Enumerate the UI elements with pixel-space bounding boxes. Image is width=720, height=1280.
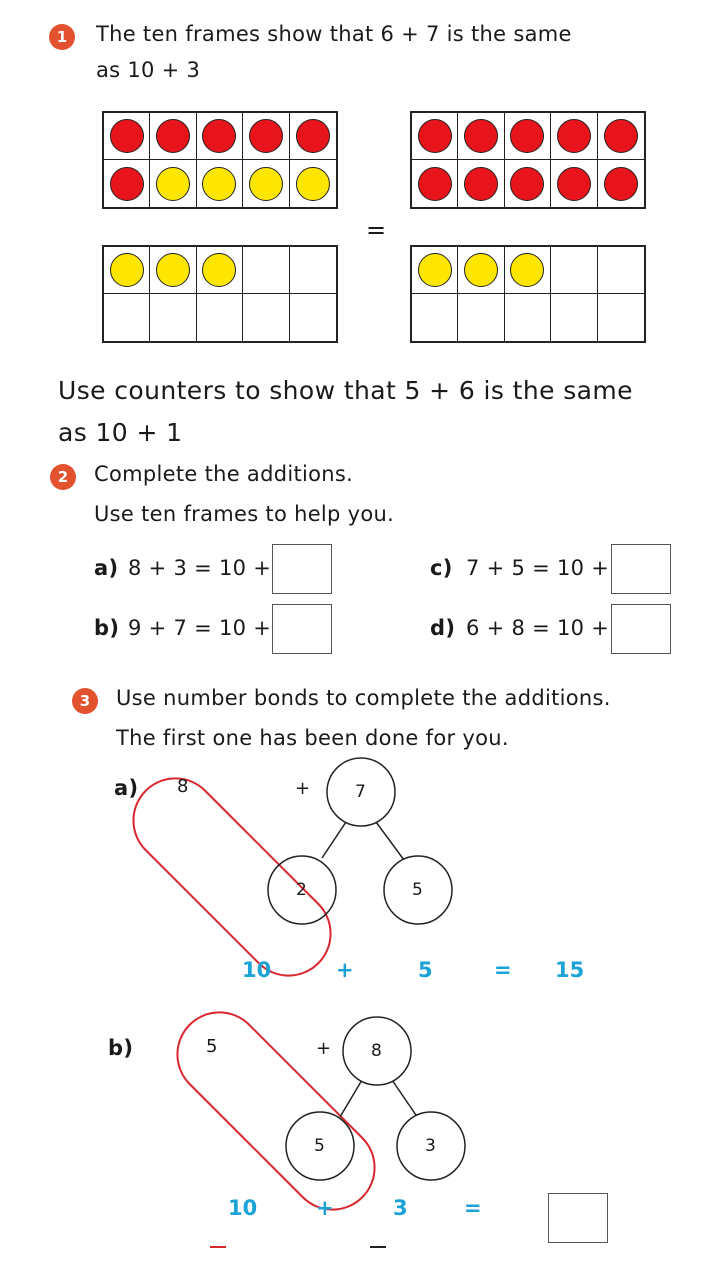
q3a-eq-result: 15 (555, 958, 585, 982)
q3-line-2: The first one has been done for you. (116, 726, 509, 750)
q3-line-1: Use number bonds to complete the additions. (116, 686, 611, 710)
q3b-eq-plus: + (316, 1196, 334, 1220)
question-3-badge: 3 (72, 688, 98, 714)
q2-line-1: Complete the additions. (94, 462, 354, 486)
q3b-answer-box[interactable] (548, 1193, 608, 1243)
q1-line-2: as 10 + 3 (96, 58, 201, 82)
q1-line-1: The ten frames show that 6 + 7 is the same (96, 22, 572, 46)
q2b-label: b) (94, 616, 120, 640)
bond-b-first-number: 5 (206, 1036, 218, 1057)
q2d-expression: 6 + 8 = 10 + (466, 616, 610, 640)
bond-a-loop (116, 761, 348, 993)
q2a-expression: 8 + 3 = 10 + (128, 556, 272, 580)
bond-a-plus: + (295, 778, 311, 799)
bond-a-whole: 7 (355, 782, 366, 802)
q2-line-2: Use ten frames to help you. (94, 502, 395, 526)
bond-b-part1: 5 (314, 1136, 325, 1156)
q2d-label: d) (430, 616, 456, 640)
q3a-eq-ten: 10 (242, 958, 272, 982)
task-line-1: Use counters to show that 5 + 6 is the same (58, 376, 633, 405)
bond-b-whole: 8 (371, 1041, 382, 1061)
bond-b-branch-right (392, 1080, 418, 1118)
bond-a-branch-right (376, 822, 404, 860)
bond-b-part2: 3 (425, 1136, 436, 1156)
question-2-badge: 2 (50, 464, 76, 490)
question-1-badge: 1 (49, 24, 75, 50)
q2c-label: c) (430, 556, 453, 580)
frames-equals-sign: = (366, 216, 387, 244)
bond-b-plus: + (316, 1038, 332, 1059)
q3a-eq-plus: + (336, 958, 354, 982)
bond-a-first-number: 8 (177, 776, 189, 797)
q2a-label: a) (94, 556, 119, 580)
bond-a-part2: 5 (412, 880, 423, 900)
task-line-2: as 10 + 1 (58, 418, 183, 447)
q3b-eq-ten: 10 (228, 1196, 258, 1220)
bond-b-branch-left (340, 1080, 362, 1117)
bond-a-part1: 2 (296, 880, 307, 900)
q2c-expression: 7 + 5 = 10 + (466, 556, 610, 580)
q3b-eq-rest: 3 (393, 1196, 408, 1220)
q2b-expression: 9 + 7 = 10 + (128, 616, 272, 640)
bond-a-branch-left (322, 822, 346, 858)
q3a-label: a) (114, 776, 139, 800)
q3b-eq-equals: = (464, 1196, 482, 1220)
q3b-label: b) (108, 1036, 134, 1060)
q3a-eq-equals: = (494, 958, 512, 982)
q3a-eq-rest: 5 (418, 958, 433, 982)
